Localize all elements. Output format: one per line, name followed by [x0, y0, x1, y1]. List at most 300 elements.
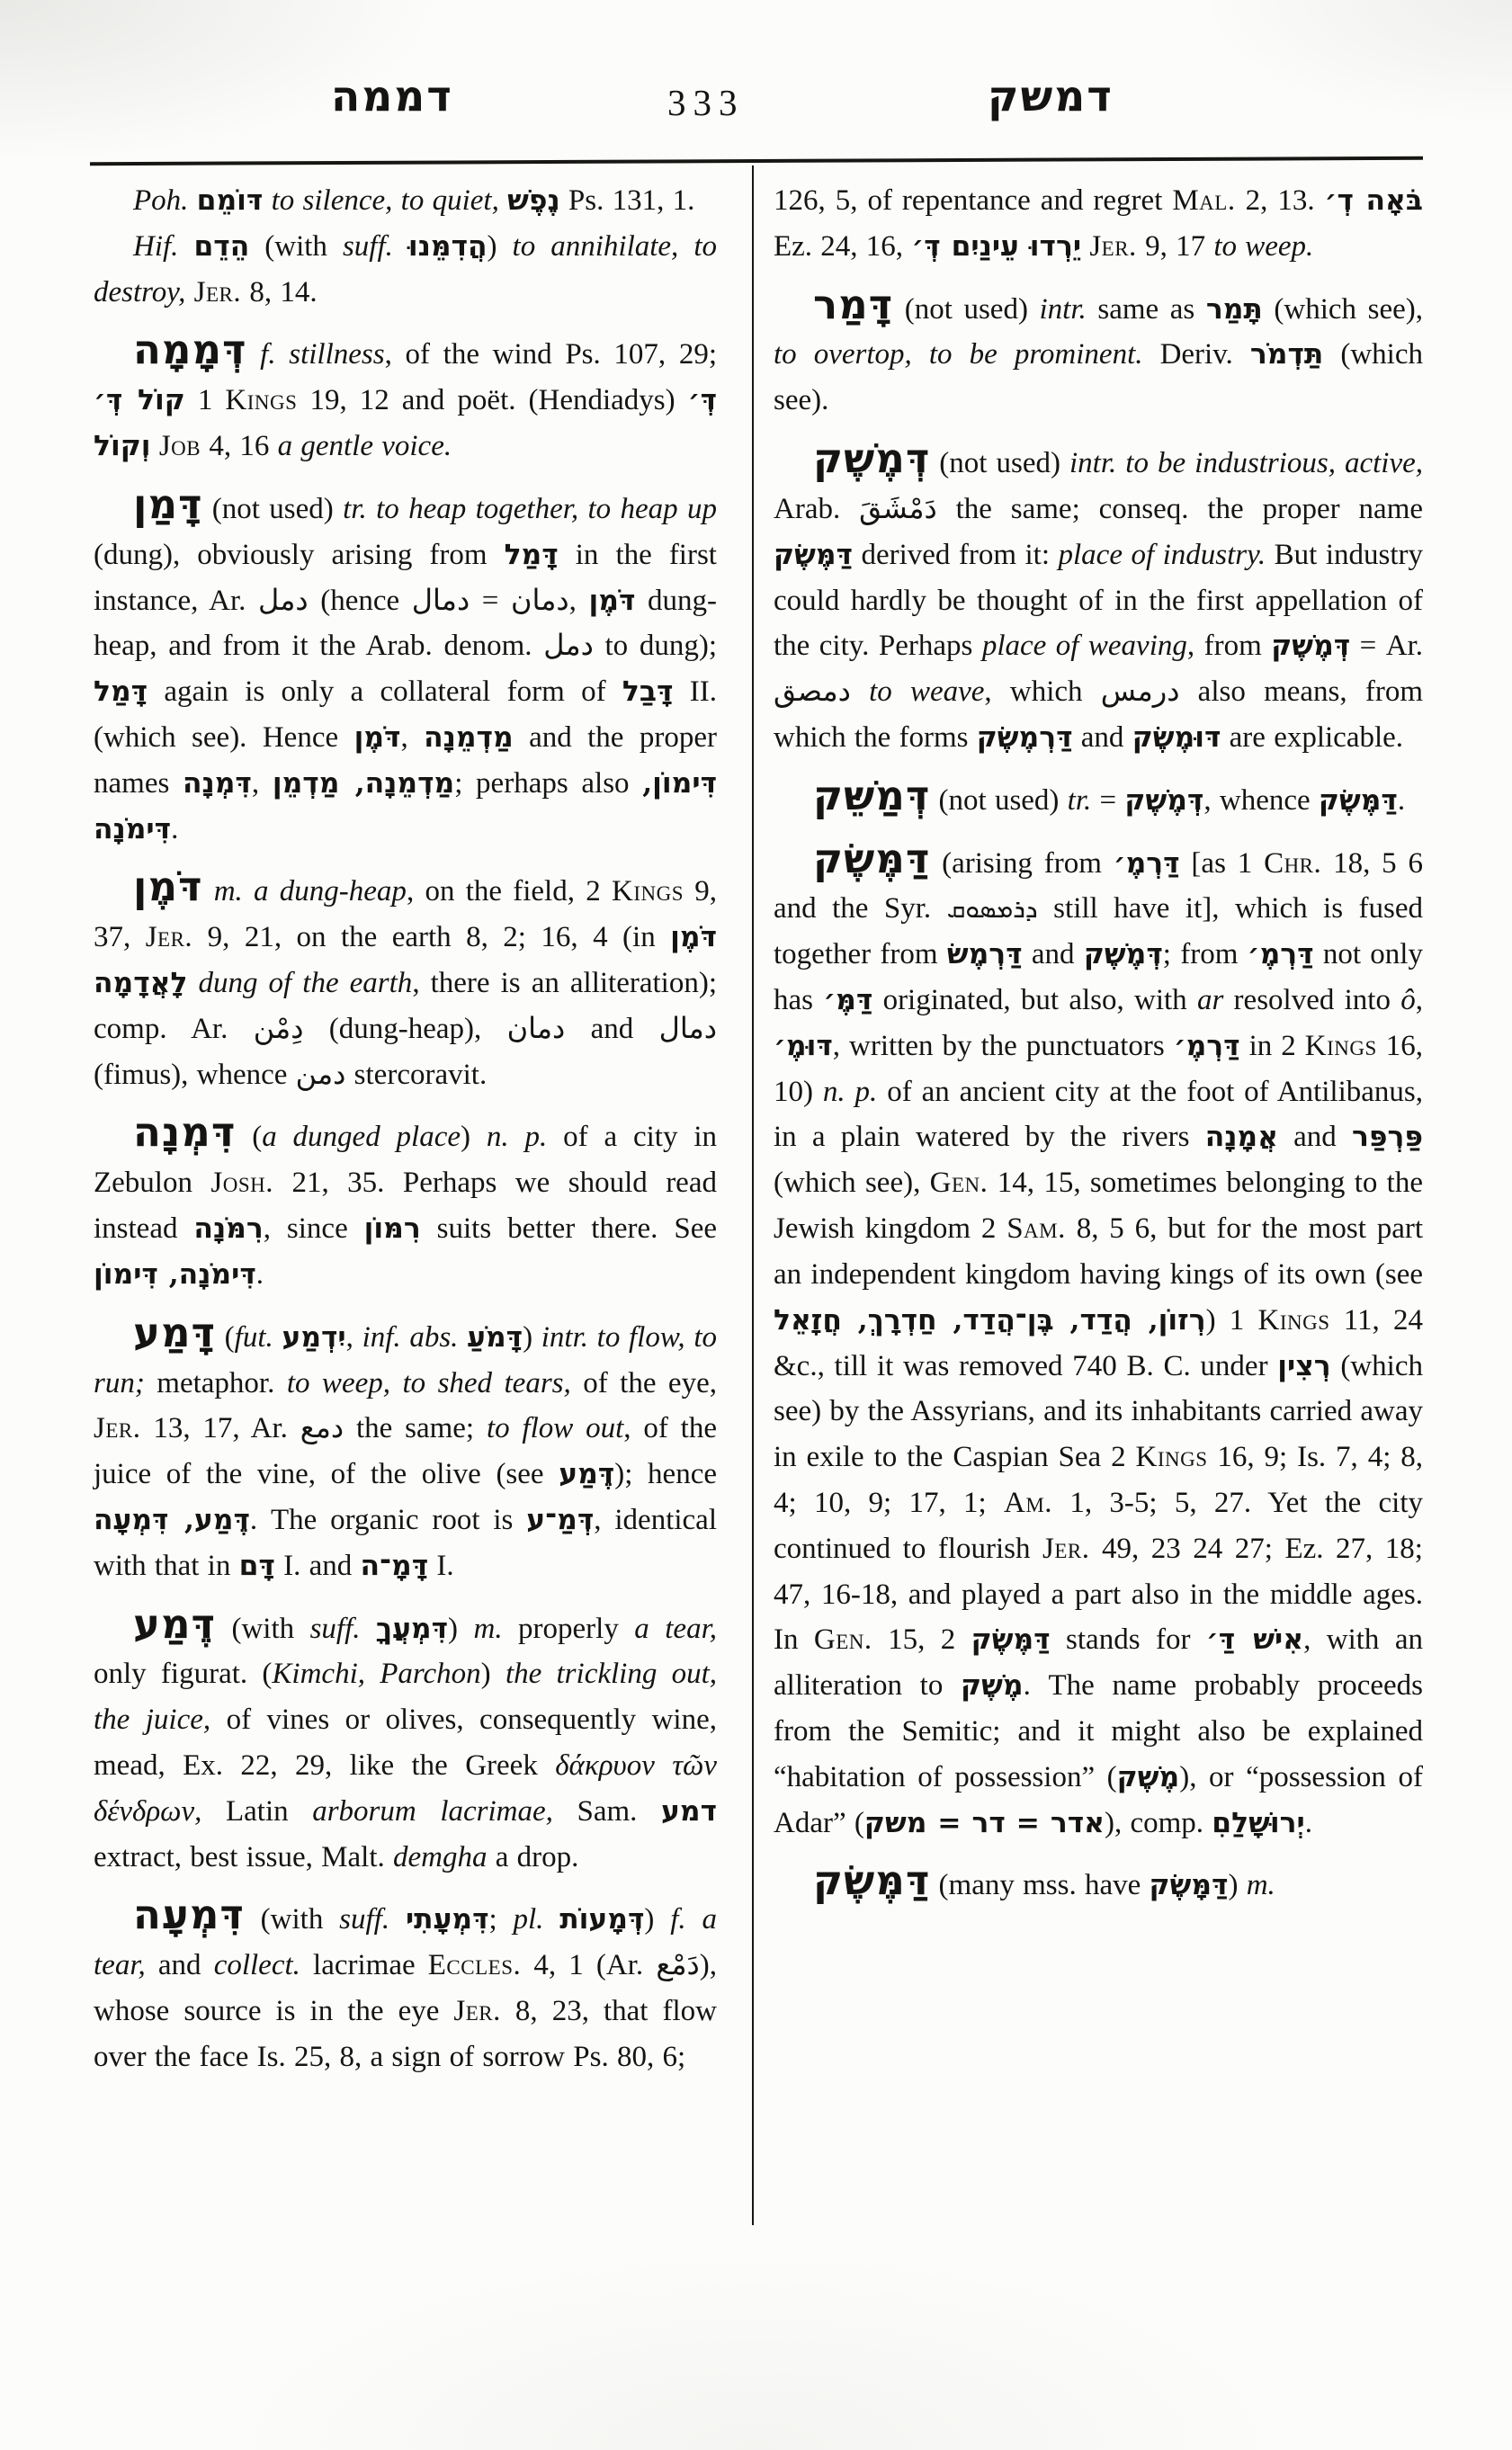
- hebrew-headword: דָּמַע: [133, 1308, 216, 1356]
- text-segment: (which see),: [774, 1167, 930, 1200]
- smallcaps-reference: Chr.: [1264, 846, 1322, 880]
- text-segment: and the proper names: [94, 720, 717, 800]
- paragraph-hif: [94, 224, 717, 316]
- text-segment: a drop.: [487, 1840, 579, 1873]
- italic-text: to annihilate, to destroy,: [94, 229, 717, 308]
- text-segment: , there is an alliteration); comp. Ar.: [94, 967, 717, 1045]
- hebrew-text: יִדְמַע: [282, 1320, 346, 1354]
- italic-text: f. a tear,: [94, 1903, 717, 1982]
- syriac-text: ܕܪܡܣܘܩ: [946, 894, 1038, 925]
- text-segment: originated, but also, with: [872, 984, 1197, 1016]
- text-segment: .: [1397, 783, 1406, 817]
- hebrew-headword: דְּמַשֵּׁק: [813, 771, 931, 819]
- text-segment: (with: [244, 1903, 340, 1936]
- text-segment: and: [1022, 938, 1084, 971]
- text-segment: ): [480, 1658, 505, 1691]
- text-segment: I. and: [274, 1549, 361, 1582]
- text-segment: ): [523, 1320, 541, 1354]
- italic-text: place of industry.: [1058, 538, 1266, 571]
- text-segment: 16, 9; Is. 7, 4; 8, 4; 10, 9; 17, 1;: [774, 1441, 1424, 1519]
- text-segment: suits better there. See: [420, 1212, 717, 1246]
- italic-text: dung of the earth: [198, 967, 413, 999]
- hebrew-text: תַּדְמֹר: [1249, 338, 1324, 371]
- page-number: 333: [667, 82, 745, 123]
- hebrew-text: נֶפֶשׁ: [507, 184, 560, 217]
- text-segment: , on the field, 2: [406, 875, 612, 908]
- text-segment: derived from it:: [852, 538, 1059, 571]
- text-segment: [247, 338, 261, 371]
- italic-text: fut.: [234, 1320, 273, 1354]
- text-segment: again is only a collateral form of: [148, 675, 622, 709]
- smallcaps-reference: Mal.: [1172, 184, 1236, 217]
- italic-text: demgha: [393, 1840, 488, 1873]
- entry-dema-noun: [94, 1599, 718, 1881]
- text-segment: (many mss. have: [930, 1869, 1150, 1902]
- smallcaps-reference: Kings: [611, 875, 684, 908]
- italic-text: to overtop, to be prominent.: [774, 338, 1143, 371]
- italic-text: m.: [473, 1612, 503, 1645]
- italic-text: tr.: [1067, 783, 1092, 817]
- hebrew-text: מַדְמֵנָה, מַדְמֵן: [272, 766, 455, 800]
- text-segment: [151, 430, 159, 462]
- text-segment: .: [255, 1257, 264, 1291]
- text-segment: [263, 184, 271, 217]
- text-segment: 2, 13.: [1235, 184, 1325, 217]
- greek-text: δάκρυον τῶν δένδρων,: [94, 1749, 717, 1828]
- hebrew-text: דֹּמֶן: [353, 720, 401, 754]
- text-segment: ), whose source is in the eye: [94, 1949, 717, 2028]
- column-divider-rule: [752, 165, 754, 2225]
- text-segment: [389, 1903, 406, 1936]
- text-segment: ; perhaps also: [454, 766, 643, 800]
- text-segment: and: [145, 1949, 214, 1982]
- text-segment: Deriv.: [1142, 338, 1250, 371]
- text-segment: , with an alliteration to: [774, 1623, 1423, 1703]
- text-segment: (fimus), whence: [94, 1058, 296, 1091]
- italic-text: a tear,: [634, 1612, 718, 1645]
- italic-text: f. stillness: [260, 338, 385, 371]
- text-segment: I.: [428, 1549, 454, 1582]
- hebrew-text: אֲמָנָה: [1204, 1121, 1278, 1154]
- text-segment: ,: [1415, 984, 1423, 1016]
- text-segment: (which see),: [1262, 292, 1423, 326]
- italic-text: a gentle voice.: [277, 430, 452, 463]
- text-segment: [361, 1613, 376, 1645]
- hebrew-text: דַּרְמֶ׳: [1113, 846, 1180, 880]
- text-segment: 9, 37,: [94, 875, 717, 954]
- text-segment: 11, 24 &c., till it was removed 740 B. C. under: [774, 1303, 1423, 1382]
- italic-text: a dunged place: [262, 1121, 461, 1154]
- hebrew-headword: דָּמַן: [133, 479, 203, 528]
- italic-text: inf. abs.: [362, 1320, 459, 1354]
- italic-text: n. p.: [486, 1121, 548, 1154]
- text-segment: ) 1: [1205, 1303, 1258, 1337]
- text-segment: ): [448, 1612, 474, 1645]
- text-segment: II. (which see). Hence: [94, 675, 717, 754]
- text-segment: ,: [568, 584, 589, 617]
- text-segment: (not used): [202, 492, 344, 525]
- entry-damar: [774, 280, 1423, 424]
- entry-dammeseq-final: [774, 1856, 1423, 1909]
- arabic-text: دمان: [511, 582, 569, 617]
- hebrew-text: דֹּמֶן לָאֲדָמָה: [94, 921, 718, 999]
- text-segment: in the first instance, Ar.: [94, 538, 717, 617]
- text-segment: metaphor.: [144, 1366, 287, 1399]
- hebrew-text: דִּימוֹן, דִּימֹנָה: [94, 766, 718, 845]
- text-segment: same as: [1086, 292, 1206, 326]
- text-segment: Arab.: [774, 492, 860, 525]
- continuation-dimah: [774, 178, 1423, 270]
- hebrew-text: דַּמֶּשֶׂק: [774, 538, 853, 571]
- text-segment: 14, 15, sometimes belonging to the Jewish kingdom 2: [774, 1167, 1423, 1246]
- text-segment: But industry could hardly be thought of in the first appellation of the city. Perhaps: [774, 538, 1423, 663]
- italic-text: Poh.: [133, 184, 197, 217]
- text-segment: (not used): [893, 292, 1040, 326]
- arabic-text: دمصق: [774, 674, 851, 709]
- italic-text: suff.: [342, 229, 393, 263]
- text-segment: , which: [984, 675, 1101, 709]
- entry-domen: [94, 863, 718, 1097]
- text-segment: 21, 35. Perhaps we should read instead: [94, 1167, 717, 1246]
- text-segment: 18, 5 6 and the Syr.: [774, 846, 1424, 925]
- hebrew-text: דָּמָ־ה: [360, 1549, 429, 1582]
- text-segment: . The organic root is: [249, 1503, 527, 1536]
- hebrew-text: הֵדֵם: [193, 229, 250, 263]
- italic-text: to weave: [869, 675, 985, 709]
- text-segment: [202, 875, 213, 908]
- hebrew-text: דַּמֶּשֶׂק: [1318, 783, 1398, 817]
- text-segment: (: [216, 1320, 235, 1354]
- hebrew-text: מֶשֶׁק: [961, 1669, 1024, 1703]
- arabic-text: دمن: [295, 1056, 346, 1091]
- text-segment: [1081, 230, 1089, 263]
- hebrew-text: דַּרְמֶשׂ: [946, 938, 1023, 971]
- text-segment: 15, 2: [872, 1623, 971, 1657]
- italic-text: ô: [1400, 984, 1416, 1016]
- smallcaps-reference: Kings: [225, 384, 298, 417]
- text-segment: ), or “possession of Adar” (: [774, 1760, 1423, 1839]
- text-segment: , since: [263, 1212, 364, 1246]
- text-segment: =: [1091, 783, 1125, 817]
- smallcaps-reference: Eccles.: [427, 1949, 522, 1982]
- text-segment: Latin: [201, 1794, 313, 1828]
- text-segment: [543, 1903, 559, 1936]
- hebrew-text: יְרוּשָׁלַםִ: [1212, 1806, 1305, 1839]
- hebrew-text: מַדְמֵנָה: [424, 720, 514, 754]
- entry-dama-verb: [94, 1308, 718, 1589]
- smallcaps-reference: Jer.: [453, 1995, 501, 2028]
- italic-text: arborum lacrimae,: [312, 1794, 553, 1828]
- smallcaps-reference: Jer.: [193, 275, 242, 308]
- italic-text: intr.: [1039, 292, 1087, 326]
- hebrew-headword: דַּמֶּשֶׂק: [813, 1856, 931, 1905]
- smallcaps-reference: Jer.: [94, 1412, 141, 1445]
- italic-text: to flow out: [486, 1412, 624, 1445]
- arabic-text: دمل: [543, 628, 594, 663]
- hebrew-text: פַּרְפַּר: [1352, 1121, 1423, 1154]
- smallcaps-reference: Kings: [1135, 1441, 1208, 1474]
- hebrew-text: דְּ׳ וְקוֹל: [94, 384, 718, 463]
- hebrew-text: דמע: [661, 1794, 717, 1828]
- left-column: [94, 178, 717, 2080]
- hebrew-text: דִּמְנָה: [183, 766, 252, 800]
- hebrew-text: דָּבַל: [622, 675, 674, 709]
- entry-dammeseq-city: [774, 834, 1424, 1846]
- arabic-text: دمان: [506, 1010, 566, 1045]
- text-segment: ): [644, 1903, 671, 1936]
- hebrew-headword: דִּמְנָה: [133, 1108, 237, 1157]
- italic-text: pl.: [513, 1903, 544, 1936]
- text-segment: [187, 967, 198, 999]
- italic-text: Hif.: [133, 229, 194, 263]
- hebrew-text: רִמּוֹן: [363, 1212, 421, 1246]
- hebrew-text: קוֹל דְּ׳: [94, 384, 185, 417]
- text-segment: = Ar.: [1350, 630, 1423, 663]
- text-segment: 19, 12 and poët. (Hendiadys): [297, 384, 688, 417]
- text-segment: [273, 1321, 282, 1354]
- text-segment: .: [171, 812, 179, 845]
- hebrew-text: דָּמֹעַ: [467, 1320, 523, 1354]
- text-segment: 1, 3-5; 5, 27. Yet the city continued to flourish: [774, 1486, 1423, 1565]
- text-segment: =: [470, 584, 512, 617]
- text-segment: 1: [184, 384, 226, 417]
- italic-text: ar: [1196, 984, 1224, 1016]
- smallcaps-reference: Sam.: [1007, 1212, 1066, 1246]
- text-segment: extract, best issue, Malt.: [94, 1840, 394, 1873]
- italic-text: m.: [1246, 1869, 1275, 1902]
- text-segment: resolved into: [1223, 984, 1401, 1016]
- text-segment: Ez. 24, 16,: [774, 229, 912, 263]
- italic-text: n. p.: [822, 1075, 878, 1108]
- text-segment: (not used): [930, 783, 1068, 817]
- text-segment: [185, 276, 193, 308]
- text-segment: (hence: [308, 584, 412, 617]
- text-segment: (with: [249, 229, 343, 263]
- text-segment: ,: [251, 766, 273, 800]
- paragraph-poh: [94, 178, 717, 224]
- text-segment: [851, 675, 869, 708]
- italic-text: intr. to be industrious, active,: [1069, 447, 1423, 480]
- text-segment: 8, 14.: [241, 275, 318, 308]
- text-segment: and: [1072, 720, 1132, 754]
- hebrew-text: דּוּמֶ׳: [774, 1029, 833, 1062]
- hebrew-text: דַּרְמֶ׳: [1173, 1029, 1240, 1062]
- hebrew-text: דַּמָּשֶׂק: [1149, 1869, 1229, 1902]
- text-segment: (arising from: [930, 846, 1114, 880]
- text-segment: 8, 23, that flow over the face Is. 25, 8, a sign of sorrow Ps. 80, 6;: [94, 1995, 717, 2073]
- smallcaps-reference: Kings: [1257, 1303, 1330, 1337]
- italic-text: collect.: [213, 1949, 300, 1982]
- smallcaps-reference: Josh.: [210, 1167, 274, 1200]
- text-segment: 9, 21, on the earth 8, 2; 16, 4 (in: [192, 921, 671, 954]
- hebrew-headword: דָּמַר: [813, 280, 894, 328]
- text-segment: (which see) by the Assyrians, and its inhabitants carried away in exile to the Caspian Sea 2: [774, 1349, 1423, 1474]
- smallcaps-reference: Jer.: [145, 921, 193, 954]
- text-segment: (dung), obviously arising from: [94, 538, 505, 571]
- text-segment: (dung-heap),: [303, 1012, 507, 1045]
- hebrew-text: בֹּאָה דְ׳: [1324, 184, 1423, 217]
- italic-text: tr. to heap together, to heap up: [343, 492, 717, 525]
- arabic-text: دَمْشَقَ: [859, 490, 937, 525]
- text-segment: ); hence: [614, 1458, 717, 1491]
- hebrew-headword: דֹּמֶן: [133, 863, 203, 911]
- text-segment: not only has: [774, 938, 1423, 1016]
- italic-text: suff.: [339, 1903, 390, 1936]
- hebrew-text: אדר = דר = משק: [863, 1806, 1105, 1839]
- hebrew-text: דֹּמֶן: [588, 584, 636, 617]
- header-keyword-right: דמשק: [988, 72, 1114, 121]
- text-segment: (with: [216, 1612, 310, 1645]
- text-segment: in 2: [1239, 1029, 1305, 1062]
- text-segment: [458, 1321, 467, 1354]
- text-segment: still have it], which is fused together from: [774, 892, 1424, 971]
- hebrew-text: דְּמָעוֹת: [559, 1903, 645, 1936]
- italic-text: m. a dung-heap: [213, 875, 407, 908]
- hebrew-text: דְּמֶשֶׁק: [1271, 630, 1351, 663]
- text-segment: 16, 10): [774, 1029, 1424, 1108]
- hebrew-text: דַּמֶּ׳: [823, 984, 873, 1016]
- text-segment: , identical with that in: [94, 1503, 717, 1582]
- text-segment: stercoravit.: [345, 1058, 488, 1091]
- italic-text: to weep, to shed tears,: [286, 1366, 571, 1399]
- arabic-text: دمع: [300, 1410, 344, 1445]
- entry-demasheq-2: [774, 771, 1423, 824]
- text-segment: 126, 5, of repentance and regret: [774, 184, 1173, 217]
- text-segment: and: [565, 1012, 659, 1045]
- text-segment: ; from: [1162, 938, 1248, 971]
- text-segment: 4, 16: [201, 430, 278, 463]
- entry-daman: [94, 479, 718, 853]
- italic-text: intr. to flow, to run;: [94, 1320, 718, 1399]
- hebrew-text: תָּמַר: [1205, 292, 1263, 326]
- text-segment: of vines or olives, consequently wine, mead, Ex. 22, 29, like the Greek: [94, 1703, 717, 1782]
- text-segment: the same;: [344, 1412, 487, 1445]
- italic-text: Kimchi, Parchon: [272, 1658, 481, 1691]
- arabic-text: دمل: [258, 582, 309, 617]
- hebrew-text: רְצִין: [1277, 1349, 1331, 1382]
- smallcaps-reference: Gen.: [929, 1167, 989, 1200]
- text-segment: lacrimae: [300, 1949, 428, 1982]
- text-segment: . The name probably proceeds from the Semitic; and it might also be explained “habitation of possession” (: [774, 1669, 1423, 1793]
- italic-text: place of weaving: [981, 630, 1187, 663]
- text-segment: [499, 184, 507, 217]
- text-segment: Ps. 131, 1.: [559, 184, 695, 217]
- smallcaps-reference: Am.: [1004, 1486, 1053, 1519]
- text-segment: , of the juice of the vine, of the olive (see: [94, 1412, 717, 1491]
- arabic-text: دِمْن: [253, 1010, 304, 1045]
- text-segment: , written by the punctuators: [832, 1029, 1174, 1062]
- text-segment: (: [236, 1121, 263, 1154]
- text-segment: , whence: [1203, 783, 1319, 817]
- right-column: [774, 178, 1423, 1909]
- hebrew-text: דְּמֶשֶׁק: [1124, 783, 1204, 817]
- hebrew-text: דּוּמֶשֶׂק: [1132, 720, 1221, 754]
- text-segment: of an ancient city at the foot of Antilibanus, in a plain watered by the rivers: [774, 1075, 1423, 1154]
- arabic-text: دمال: [658, 1010, 718, 1045]
- smallcaps-reference: Jer.: [1089, 229, 1137, 263]
- hebrew-text: רִמֹּנָה: [193, 1212, 264, 1246]
- text-segment: properly: [502, 1612, 635, 1645]
- arabic-text: درمس: [1100, 674, 1180, 709]
- smallcaps-reference: Jer.: [1042, 1532, 1090, 1565]
- hebrew-text: דִּימֹנָה, דִּימוֹן: [94, 1257, 256, 1291]
- hebrew-text: הֲדִמֵּנוּ: [407, 229, 488, 263]
- text-segment: [as 1: [1179, 846, 1265, 880]
- hebrew-text: דְּמַ־ע: [526, 1503, 595, 1536]
- hebrew-text: דַּרְמֶשֶׂק: [976, 720, 1073, 754]
- text-segment: and: [1277, 1121, 1353, 1154]
- text-segment: .: [1304, 1806, 1312, 1839]
- hebrew-text: דָּמַל: [94, 675, 148, 709]
- text-segment: only figurat. (: [94, 1658, 273, 1691]
- text-segment: (which see).: [774, 338, 1423, 417]
- text-segment: ), comp.: [1104, 1806, 1212, 1839]
- hebrew-text: דּוֹמֵם: [196, 184, 264, 217]
- italic-text: to silence, to quiet,: [271, 184, 499, 217]
- text-segment: of the eye,: [570, 1366, 717, 1399]
- hebrew-text: דָּמַל: [504, 538, 559, 571]
- hebrew-text: דֶּמַע: [559, 1458, 615, 1491]
- text-segment: ): [461, 1121, 487, 1154]
- text-segment: 8, 5 6, but for the most part an independent kingdom having kings of its own (see: [774, 1212, 1423, 1291]
- text-segment: 9, 17: [1136, 229, 1214, 263]
- text-segment: ;: [488, 1903, 514, 1936]
- text-segment: stands for: [1050, 1623, 1206, 1657]
- hebrew-text: דַּרְמֶ׳: [1247, 938, 1314, 971]
- hebrew-text: דִּמְעָתִי: [405, 1903, 489, 1936]
- text-segment: ): [1228, 1869, 1247, 1902]
- header-rule: [90, 156, 1423, 165]
- smallcaps-reference: Gen.: [813, 1623, 872, 1657]
- entry-demesheq-1: [774, 434, 1424, 761]
- smallcaps-reference: Job: [158, 430, 201, 463]
- hebrew-text: אִישׁ דַּ׳: [1205, 1623, 1304, 1657]
- text-segment: 49, 23 24 27; Ez. 27, 18; 47, 16-18, and played a part also in the middle ages. In: [774, 1532, 1423, 1657]
- smallcaps-reference: Kings: [1304, 1029, 1377, 1062]
- hebrew-headword: דַּמֶּשֶׂק: [813, 834, 931, 882]
- text-segment: of a city in Zebulon: [94, 1121, 718, 1200]
- italic-text: suff.: [309, 1612, 361, 1645]
- hebrew-text: דִּמְעֲךָ: [375, 1612, 449, 1645]
- hebrew-text: דֶּמַע, דִּמְעָה: [94, 1503, 250, 1536]
- text-segment: 4, 1 (Ar.: [521, 1949, 657, 1982]
- text-segment: (not used): [930, 447, 1069, 480]
- hebrew-text: דָּם: [238, 1549, 275, 1582]
- text-segment: ): [487, 229, 513, 263]
- italic-text: the trickling out, the juice,: [94, 1658, 718, 1737]
- hebrew-headword: דִּמְעָה: [133, 1891, 245, 1939]
- entry-dimah-noun: [94, 1891, 717, 2079]
- header-keyword-left: דממה: [331, 72, 453, 121]
- text-segment: dung-heap, and from it the Arab. denom.: [94, 584, 717, 663]
- hebrew-headword: דֶּמַע: [133, 1599, 216, 1648]
- hebrew-text: יֵרְדוּ עֵינַיִם דְּ׳: [911, 229, 1082, 263]
- text-segment: the same; conseq. the proper name: [936, 492, 1424, 525]
- entry-dimnah: [94, 1108, 718, 1297]
- hebrew-text: מֶשֶׁק: [1116, 1760, 1180, 1793]
- hebrew-text: דַּמֶּשֶׂק: [971, 1623, 1051, 1657]
- hebrew-text: דְּמֶשֶׁק: [1083, 938, 1163, 971]
- text-segment: , of the wind Ps. 107, 29;: [384, 338, 718, 371]
- text-segment: 13, 17, Ar.: [140, 1412, 300, 1445]
- hebrew-headword: דְּמָמָה: [133, 326, 247, 374]
- text-segment: ,: [345, 1320, 362, 1354]
- text-segment: , from: [1186, 630, 1272, 663]
- text-segment: ,: [400, 720, 425, 754]
- arabic-text: دمال: [411, 582, 470, 617]
- text-segment: [393, 230, 408, 263]
- text-segment: are explicable.: [1221, 720, 1404, 754]
